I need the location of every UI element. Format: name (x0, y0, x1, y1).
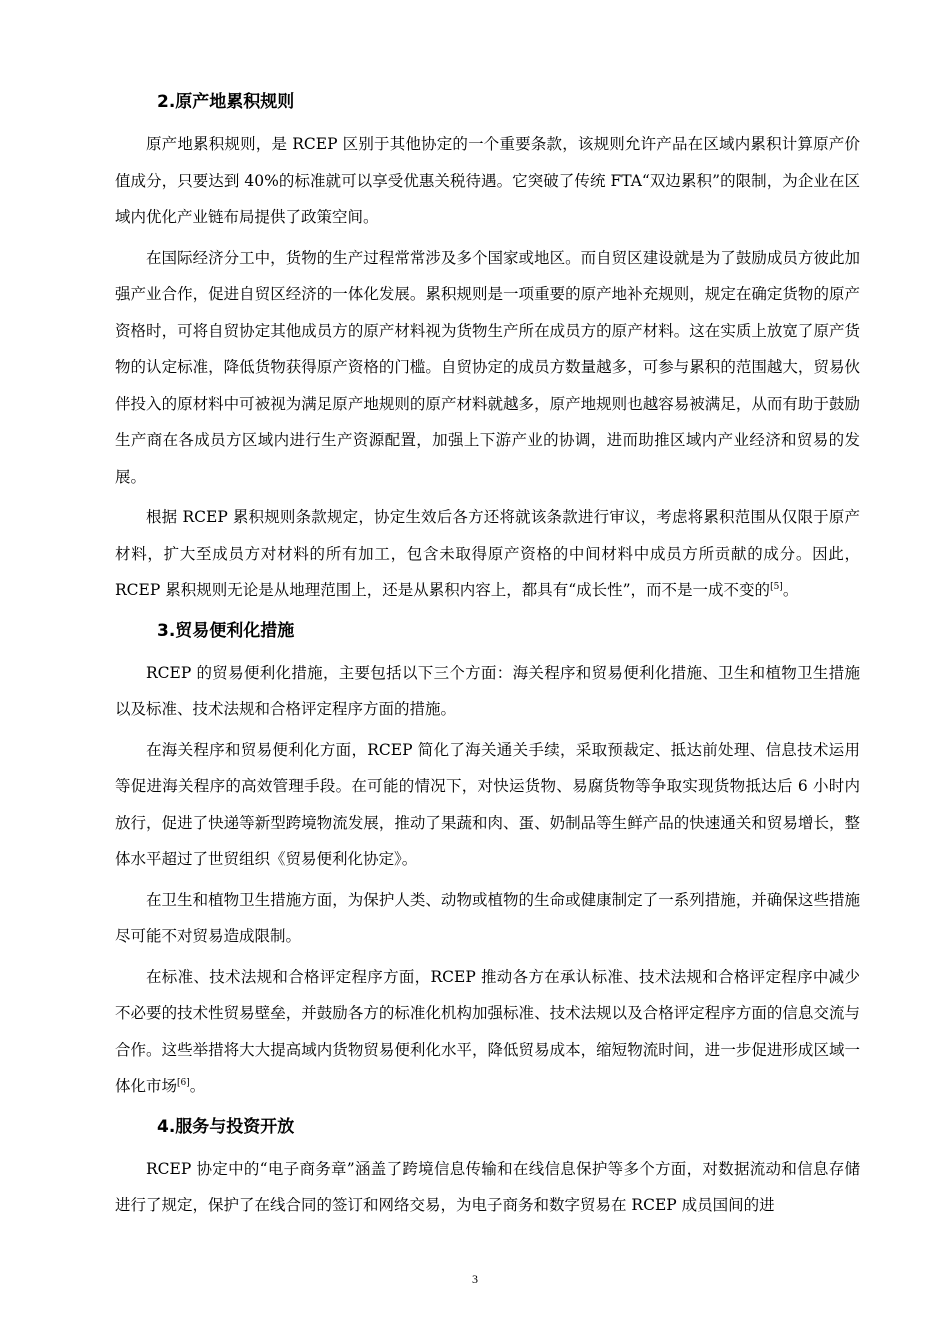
citation-ref[interactable]: [6] (177, 1077, 190, 1088)
section-heading-cumulation-rules: 2.原产地累积规则 (157, 92, 295, 112)
paragraph-tail: 。 (189, 1077, 206, 1095)
paragraph-text: 在标准、技术法规和合格评定程序方面，RCEP 推动各方在承认标准、技术法规和合格评定程序中减少不必要的技术性贸易壁垒，并鼓励各方的标准化机构加强标准、技术法规以及合格评定程序方面的信息交流与合作。这些举措将大大提高域内货物贸易便利化水平，降低贸易成本，缩短物流时间，进一步促进形成区域一体化市场 (115, 967, 860, 1095)
section-heading-trade-facilitation: 3.贸易便利化措施 (157, 620, 295, 641)
paragraph-tail: 。 (782, 581, 799, 599)
paragraph: 在卫生和植物卫生措施方面，为保护人类、动物或植物的生命或健康制定了一系列措施，并确保这些措施尽可能不对贸易造成限制。 (115, 890, 860, 945)
page-number: 3 (472, 1272, 478, 1286)
citation-ref[interactable]: [5] (770, 581, 783, 592)
section-heading-services-investment: 4.服务与投资开放 (157, 1116, 295, 1137)
paragraph-text: 根据 RCEP 累积规则条款规定，协定生效后各方还将就该条款进行审议，考虑将累积范围从仅限于原产材料，扩大至成员方对材料的所有加工，包含未取得原产资格的中间材料中成员方所贡献的成分。因此，RCEP 累积规则无论是从地理范围上，还是从累积内容上，都具有“成长性”，而不是一成不变的 (115, 508, 860, 599)
paragraph: 在国际经济分工中，货物的生产过程常常涉及多个国家或地区。而自贸区建设就是为了鼓励成员方彼此加强产业合作，促进自贸区经济的一体化发展。累积规则是一项重要的原产地补充规则，规定在确定货物的原产资格时，可将自贸协定其他成员方的原产材料视为货物生产所在成员方的原产材料。这在实质上放宽了原产货物的认定标准，降低货物获得原产资格的门槛。自贸协定的成员方数量越多，可参与累积的范围越大，贸易伙伴投入的原材料中可被视为满足原产地规则的原产材料就越多，原产地规则也越容易被满足，从而有助于鼓励生产商在各成员方区域内进行生产资源配置，加强上下游产业的协调，进而助推区域内产业经济和贸易的发展。 (115, 248, 860, 486)
paragraph (115, 959, 860, 1105)
paragraph: RCEP 的贸易便利化措施，主要包括以下三个方面：海关程序和贸易便利化措施、卫生和植物卫生措施以及标准、技术法规和合格评定程序方面的措施。 (115, 663, 860, 718)
paragraph: 原产地累积规则，是 RCEP 区别于其他协定的一个重要条款，该规则允许产品在区域内累积计算原产价值成分，只要达到 40%的标准就可以享受优惠关税待遇。它突破了传统 FTA“双边累积”的限制，为企业在区域内优化产业链布局提供了政策空间。 (115, 135, 860, 226)
paragraph: 在海关程序和贸易便利化方面，RCEP 简化了海关通关手续，采取预裁定、抵达前处理、信息技术运用等促进海关程序的高效管理手段。在可能的情况下，对快运货物、易腐货物等争取实现货物抵达后 6 小时内放行，促进了快递等新型跨境物流发展，推动了果蔬和肉、蛋、奶制品等生鲜产品的快速通关和贸易增长，整体水平超过了世贸组织《贸易便利化协定》。 (115, 740, 860, 868)
page-body (115, 92, 860, 1228)
paragraph (115, 499, 860, 609)
paragraph: RCEP 协定中的“电子商务章”涵盖了跨境信息传输和在线信息保护等多个方面，对数据流动和信息存储进行了规定，保护了在线合同的签订和网络交易，为电子商务和数字贸易在 RCEP 成员国间的进 (115, 1159, 860, 1214)
